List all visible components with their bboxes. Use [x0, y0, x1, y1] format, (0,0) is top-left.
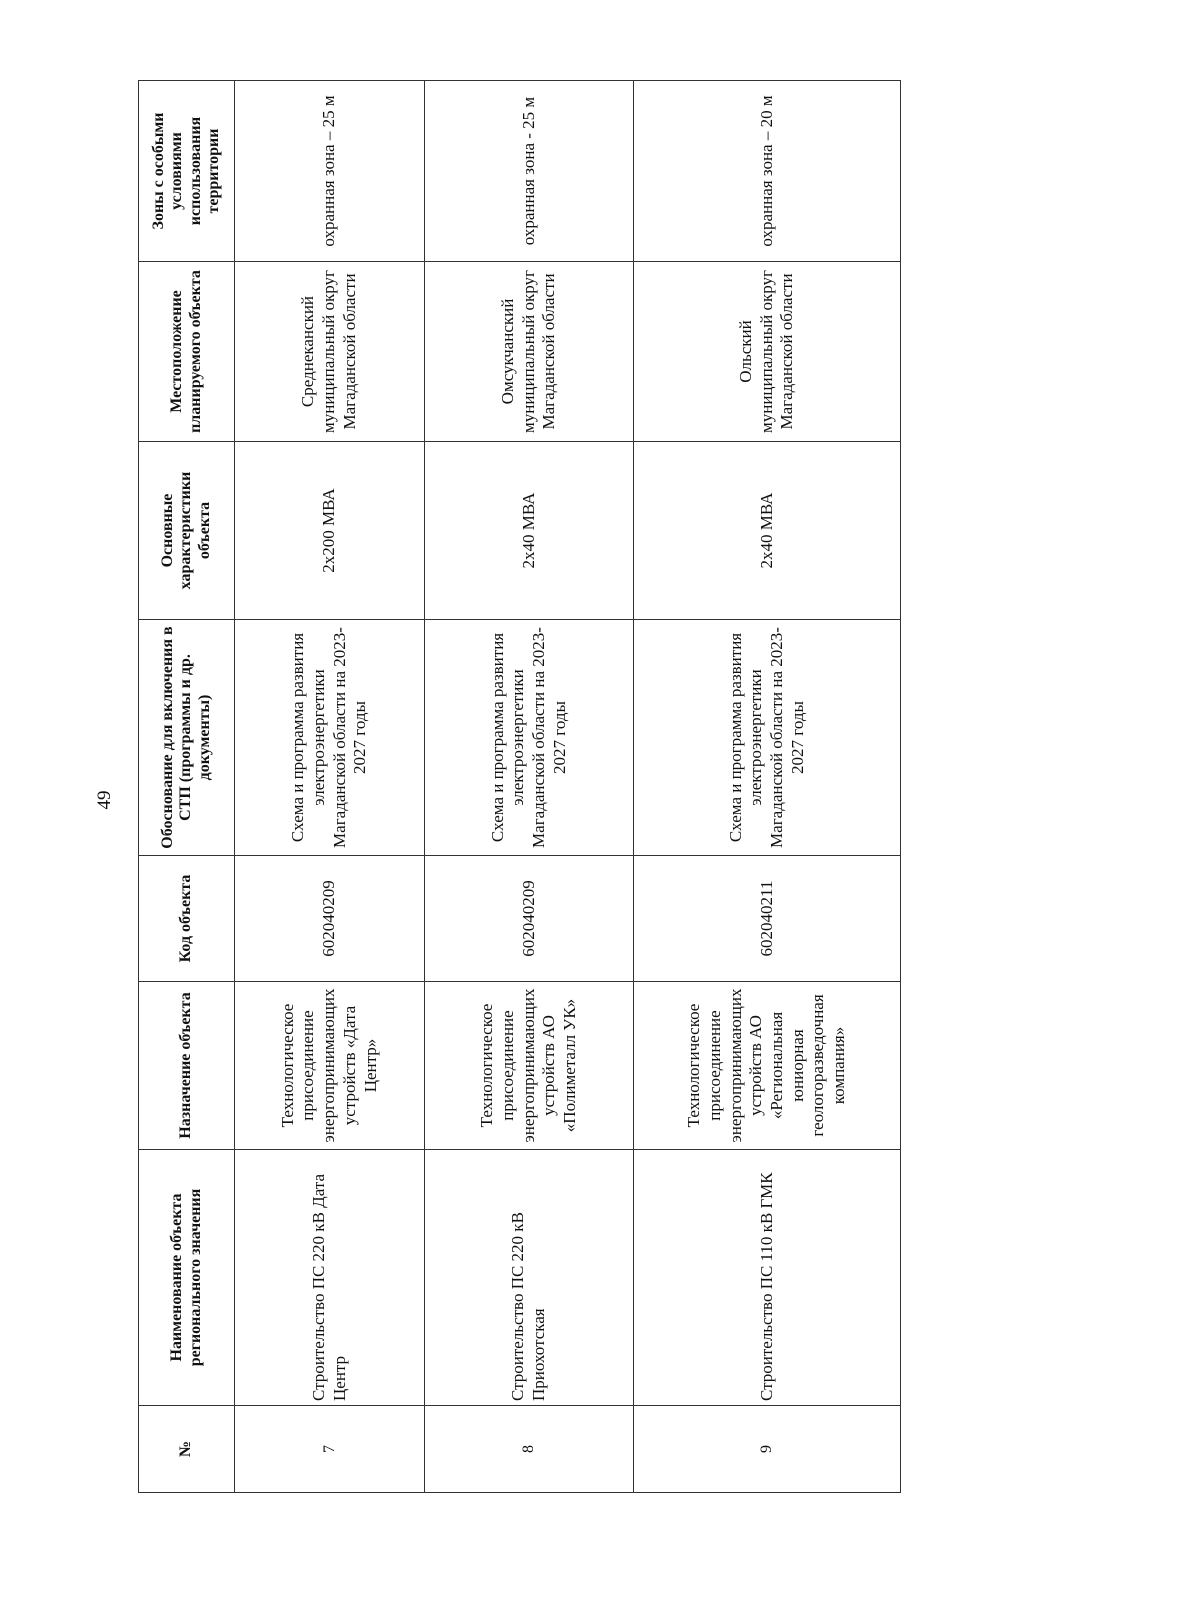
header-name: Наименование объекта регионального значения: [139, 1150, 235, 1406]
table-row: [425, 81, 634, 1493]
cell-location: Ольский муниципальный округ Магаданской области: [634, 262, 901, 442]
cell-zones: охранная зона – 20 м: [634, 81, 901, 262]
cell-characteristics: 2х40 МВА: [634, 442, 901, 620]
cell-basis: Схема и программа развития электроэнергетики Магаданской области на 2023-2027 годы: [634, 620, 901, 856]
header-number: №: [139, 1406, 235, 1493]
page-number: 49: [94, 790, 115, 810]
cell-purpose: Технологическое присоединение энергопринимающих устройств «Дата Центр»: [235, 982, 425, 1150]
table-header-row: [139, 81, 235, 1493]
cell-zones: охранная зона - 25 м: [425, 81, 634, 262]
cell-number: 7: [235, 1406, 425, 1493]
cell-purpose: Технологическое присоединение энергопринимающих устройств АО «Региональная юниорная геологоразведочная компания»: [634, 982, 901, 1150]
cell-name: Строительство ПС 220 кВ Дата Центр: [235, 1150, 425, 1406]
cell-name: Строительство ПС 110 кВ ГМК: [634, 1150, 901, 1406]
header-code: Код объекта: [139, 856, 235, 982]
cell-location: Омсукчанский муниципальный округ Магаданской области: [425, 262, 634, 442]
cell-number: 9: [634, 1406, 901, 1493]
header-location: Местоположение планируемого объекта: [139, 262, 235, 442]
table-row: [634, 81, 901, 1493]
cell-code: 602040209: [425, 856, 634, 982]
header-characteristics: Основные характеристики объекта: [139, 442, 235, 620]
cell-basis: Схема и программа развития электроэнергетики Магаданской области на 2023-2027 годы: [235, 620, 425, 856]
cell-name: Строительство ПС 220 кВ Приохотская: [425, 1150, 634, 1406]
header-purpose: Назначение объекта: [139, 982, 235, 1150]
cell-characteristics: 2х40 МВА: [425, 442, 634, 620]
cell-zones: охранная зона – 25 м: [235, 81, 425, 262]
cell-basis: Схема и программа развития электроэнергетики Магаданской области на 2023-2027 годы: [425, 620, 634, 856]
table-row: [235, 81, 425, 1493]
cell-purpose: Технологическое присоединение энергопринимающих устройств АО «Полиметалл УК»: [425, 982, 634, 1150]
regional-objects-table: [138, 80, 901, 1493]
header-basis: Обоснование для включения в СТП (программы и др. документы): [139, 620, 235, 856]
cell-code: 602040211: [634, 856, 901, 982]
cell-number: 8: [425, 1406, 634, 1493]
header-zones: Зоны с особыми условиями использования территории: [139, 81, 235, 262]
table-wrapper: [138, 81, 900, 1493]
cell-code: 602040209: [235, 856, 425, 982]
cell-characteristics: 2х200 МВА: [235, 442, 425, 620]
cell-location: Среднеканский муниципальный округ Магаданской области: [235, 262, 425, 442]
